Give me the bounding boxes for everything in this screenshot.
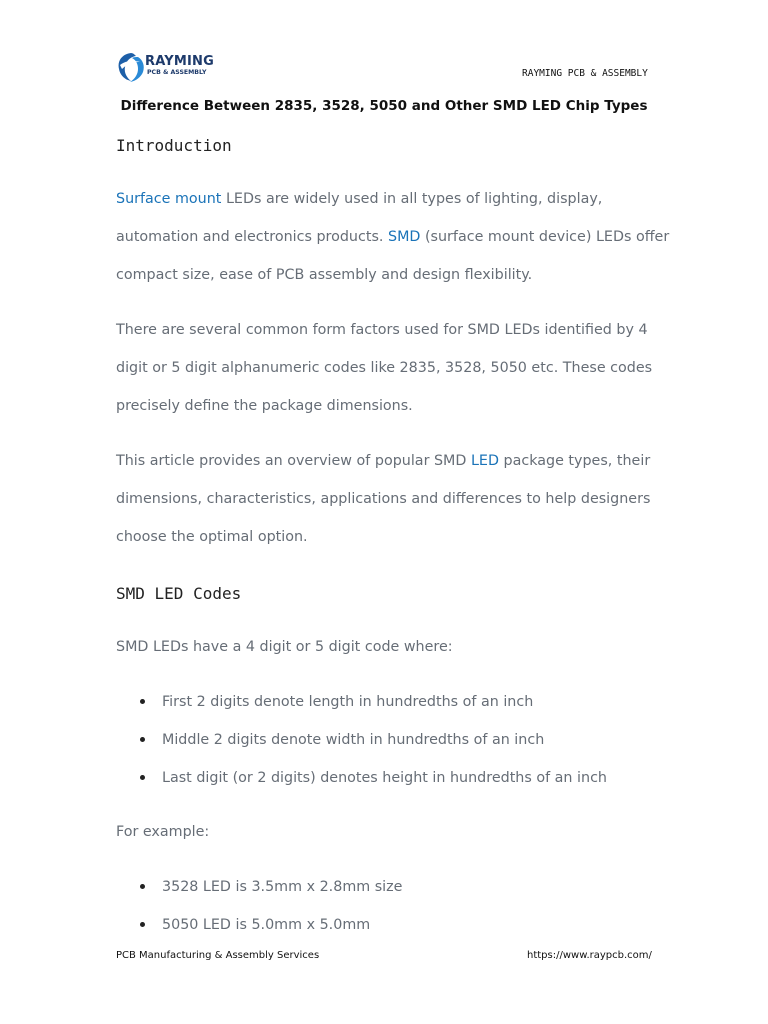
logo-swoosh-icon [116, 51, 146, 83]
list-item [116, 721, 676, 759]
list-item-text: Middle 2 digits denote width in hundredths of an inch [162, 732, 545, 748]
example-bullet-list [116, 868, 676, 944]
bullet-icon [140, 884, 145, 889]
list-item-text: First 2 digits denote length in hundredths of an inch [162, 694, 534, 710]
bullet-icon [140, 775, 145, 780]
link-led[interactable]: LED [470, 453, 499, 469]
company-logo [116, 50, 226, 84]
intro-p3-text-1: This article provides an overview of popular SMD [116, 453, 471, 469]
intro-p1-text-2: (surface mount device) LEDs offer compact size, ease of PCB assembly and design flexibility. [116, 229, 670, 283]
link-smd[interactable]: SMD [388, 229, 421, 245]
bullet-icon [140, 922, 145, 927]
list-item [116, 759, 676, 797]
list-item-text: Last digit (or 2 digits) denotes height in hundredths of an inch [162, 770, 607, 786]
link-surface-mount[interactable]: Surface mount [116, 191, 222, 207]
header-company-name: RAYMING PCB & ASSEMBLY [522, 68, 648, 79]
logo-subtitle: PCB & ASSEMBLY [147, 69, 207, 76]
footer-services: PCB Manufacturing & Assembly Services [116, 950, 320, 961]
list-item-text: 5050 LED is 5.0mm x 5.0mm [162, 917, 371, 933]
document-title: Difference Between 2835, 3528, 5050 and Other SMD LED Chip Types [120, 98, 648, 114]
list-item [116, 906, 676, 944]
codes-bullet-list [116, 683, 676, 797]
intro-p1-text-1: LEDs are widely used in all types of lighting, display, automation and electronics products. [116, 191, 603, 245]
intro-paragraph-3 [116, 442, 676, 556]
heading-smd-led-codes: SMD LED Codes [116, 584, 242, 603]
footer-url-link[interactable]: https://www.raypcb.com/ [527, 950, 652, 961]
example-label: For example: [116, 824, 210, 840]
list-item [116, 868, 676, 906]
bullet-icon [140, 737, 145, 742]
intro-paragraph-1 [116, 180, 676, 294]
bullet-icon [140, 699, 145, 704]
logo-wordmark: RAYMING [145, 54, 214, 69]
codes-paragraph: SMD LEDs have a 4 digit or 5 digit code where: [116, 639, 453, 655]
intro-p3-text-2: package types, their dimensions, characteristics, applications and differences to help designers choose the optimal option. [116, 453, 651, 545]
list-item [116, 683, 676, 721]
intro-paragraph-2: There are several common form factors used for SMD LEDs identified by 4 digit or 5 digit alphanumeric codes like 2835, 3528, 5050 etc. These codes precisely define the package dimensions. [116, 322, 653, 414]
heading-introduction: Introduction [116, 136, 232, 155]
list-item-text: 3528 LED is 3.5mm x 2.8mm size [162, 879, 403, 895]
